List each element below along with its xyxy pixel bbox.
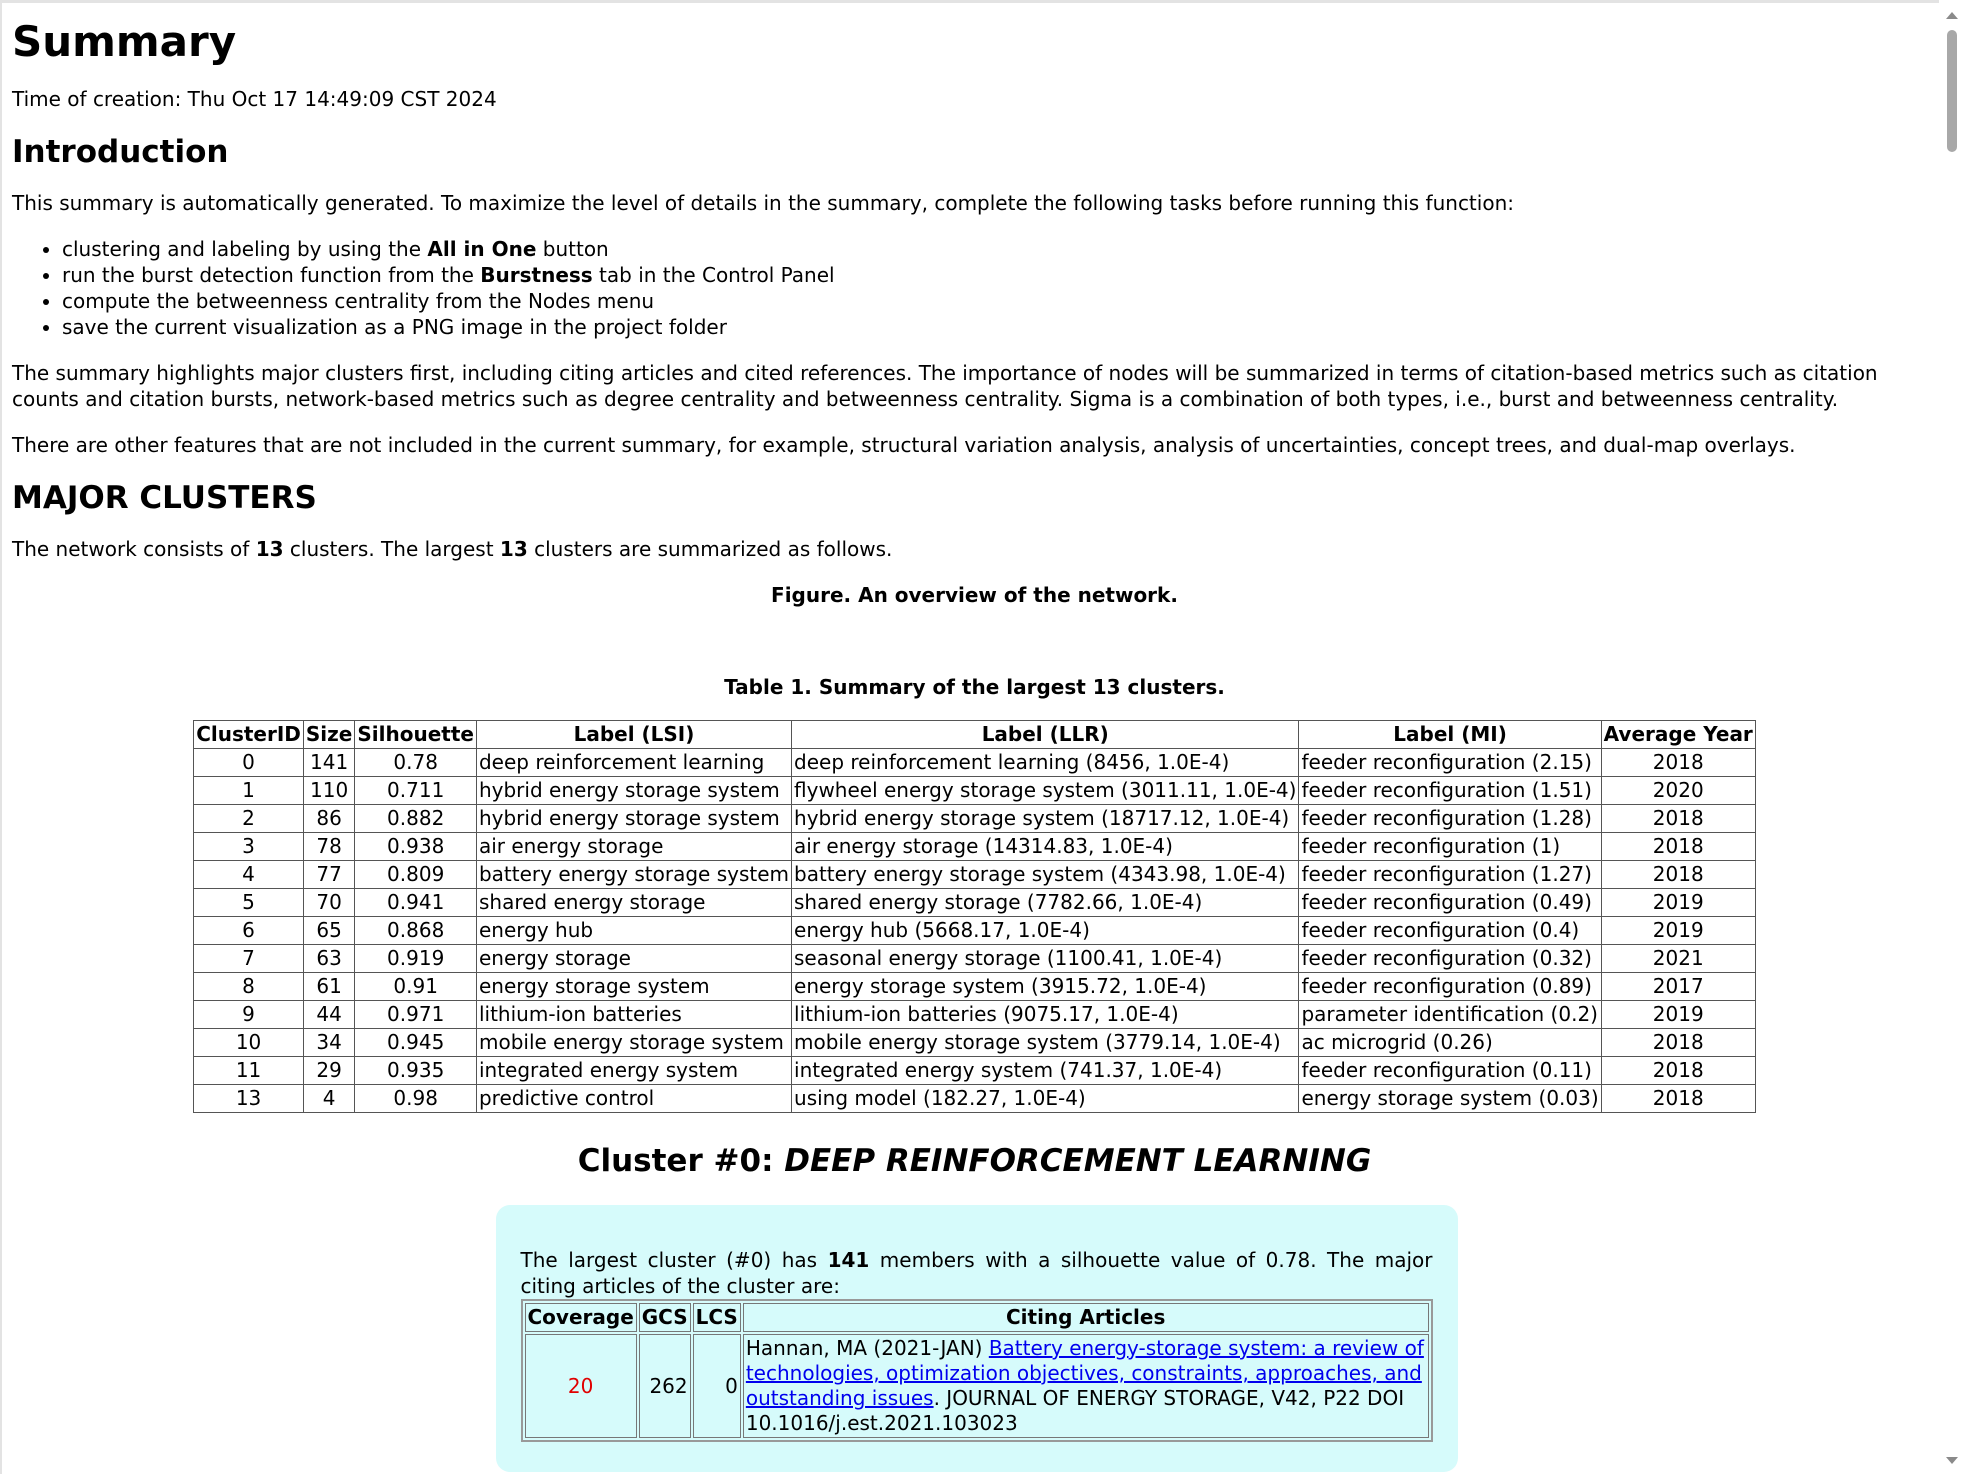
- citing-articles-table: [521, 1299, 1433, 1442]
- gcs-cell: 262: [639, 1334, 691, 1438]
- label-lsi-cell: battery energy storage system: [476, 861, 791, 889]
- average-year-cell: 2018: [1601, 1085, 1755, 1113]
- cluster-id-cell: 1: [194, 777, 304, 805]
- size-cell: 110: [303, 777, 354, 805]
- cluster-id-cell: 10: [194, 1029, 304, 1057]
- average-year-cell: 2018: [1601, 833, 1755, 861]
- label-llr-cell: shared energy storage (7782.66, 1.0E-4): [792, 889, 1299, 917]
- column-header-average-year: Average Year: [1601, 721, 1755, 749]
- label-llr-cell: deep reinforcement learning (8456, 1.0E-4): [792, 749, 1299, 777]
- label-lsi-cell: predictive control: [476, 1085, 791, 1113]
- cluster-id-cell: 4: [194, 861, 304, 889]
- size-cell: 77: [303, 861, 354, 889]
- average-year-cell: 2019: [1601, 1001, 1755, 1029]
- size-cell: 141: [303, 749, 354, 777]
- clusters-summary-table: [193, 720, 1756, 1113]
- cluster-id-cell: 13: [194, 1085, 304, 1113]
- label-llr-cell: integrated energy system (741.37, 1.0E-4): [792, 1057, 1299, 1085]
- vertical-scrollbar[interactable]: [1939, 0, 1965, 1474]
- article-title-link[interactable]: Battery energy-storage system: a review of technologies, optimization objectives, constraints, approaches, and outstanding issues: [745, 1336, 1424, 1410]
- cluster-id-cell: 9: [194, 1001, 304, 1029]
- table-row: [194, 1085, 1756, 1113]
- cluster-id-cell: 6: [194, 917, 304, 945]
- label-mi-cell: feeder reconfiguration (2.15): [1299, 749, 1601, 777]
- cluster-0-panel: [496, 1205, 1458, 1472]
- task-item: • compute the betweenness centrality from the Nodes menu: [62, 288, 1937, 314]
- label-llr-cell: flywheel energy storage system (3011.11, 1.0E-4): [792, 777, 1299, 805]
- task-list: [12, 236, 1937, 340]
- label-llr-cell: mobile energy storage system (3779.14, 1.0E-4): [792, 1029, 1299, 1057]
- clusters-overview-text: The network consists of 13 clusters. The largest 13 clusters are summarized as follows.: [12, 537, 893, 561]
- label-mi-cell: parameter identification (0.2): [1299, 1001, 1601, 1029]
- page-title: Summary: [12, 17, 237, 66]
- average-year-cell: 2017: [1601, 973, 1755, 1001]
- average-year-cell: 2018: [1601, 1029, 1755, 1057]
- size-cell: 78: [303, 833, 354, 861]
- scroll-up-arrow-icon[interactable]: [1946, 12, 1958, 19]
- column-header-coverage: Coverage: [525, 1303, 637, 1332]
- column-header-label-mi: Label (MI): [1299, 721, 1601, 749]
- label-llr-cell: hybrid energy storage system (18717.12, 1.0E-4): [792, 805, 1299, 833]
- label-lsi-cell: energy storage system: [476, 973, 791, 1001]
- table-row: [194, 861, 1756, 889]
- label-mi-cell: feeder reconfiguration (1.28): [1299, 805, 1601, 833]
- cluster-id-cell: 2: [194, 805, 304, 833]
- cluster-id-cell: 3: [194, 833, 304, 861]
- average-year-cell: 2018: [1601, 1057, 1755, 1085]
- table-row: [525, 1334, 1429, 1438]
- label-lsi-cell: energy storage: [476, 945, 791, 973]
- cluster-id-cell: 7: [194, 945, 304, 973]
- silhouette-cell: 0.971: [355, 1001, 477, 1029]
- label-lsi-cell: hybrid energy storage system: [476, 805, 791, 833]
- average-year-cell: 2020: [1601, 777, 1755, 805]
- label-lsi-cell: deep reinforcement learning: [476, 749, 791, 777]
- average-year-cell: 2019: [1601, 917, 1755, 945]
- label-llr-cell: seasonal energy storage (1100.41, 1.0E-4): [792, 945, 1299, 973]
- table-row: [194, 1029, 1756, 1057]
- label-llr-cell: air energy storage (14314.83, 1.0E-4): [792, 833, 1299, 861]
- column-header-citing-articles: Citing Articles: [743, 1303, 1429, 1332]
- lcs-cell: 0: [693, 1334, 741, 1438]
- silhouette-cell: 0.91: [355, 973, 477, 1001]
- label-lsi-cell: lithium-ion batteries: [476, 1001, 791, 1029]
- table-row: [194, 1001, 1756, 1029]
- size-cell: 34: [303, 1029, 354, 1057]
- scroll-down-arrow-icon[interactable]: [1946, 1457, 1958, 1464]
- scrollbar-thumb[interactable]: [1947, 30, 1957, 152]
- intro-paragraph-2: The summary highlights major clusters first, including citing articles and cited references. The importance of nodes will be summarized in terms of citation-based metrics such as citation counts and citation bursts, network-based metrics such as degree centrality and betweenness centrality. Sigma is a combination of both types, i.e., burst and betweenness centrality.: [12, 361, 1878, 411]
- label-mi-cell: feeder reconfiguration (0.11): [1299, 1057, 1601, 1085]
- size-cell: 65: [303, 917, 354, 945]
- column-header-size: Size: [303, 721, 354, 749]
- table-row: [194, 833, 1756, 861]
- cluster-0-description: The largest cluster (#0) has 141 members with a silhouette value of 0.78. The major citing articles of the cluster are:: [520, 1248, 1433, 1298]
- table-row: [194, 1057, 1756, 1085]
- table-row: [194, 805, 1756, 833]
- label-llr-cell: energy hub (5668.17, 1.0E-4): [792, 917, 1299, 945]
- intro-paragraph-3: There are other features that are not included in the current summary, for example, structural variation analysis, analysis of uncertainties, concept trees, and dual-map overlays.: [12, 433, 1796, 457]
- cluster-id-cell: 8: [194, 973, 304, 1001]
- average-year-cell: 2021: [1601, 945, 1755, 973]
- label-mi-cell: ac microgrid (0.26): [1299, 1029, 1601, 1057]
- silhouette-cell: 0.809: [355, 861, 477, 889]
- table-row: [194, 917, 1756, 945]
- label-mi-cell: feeder reconfiguration (0.4): [1299, 917, 1601, 945]
- label-mi-cell: energy storage system (0.03): [1299, 1085, 1601, 1113]
- table-row: [194, 777, 1756, 805]
- label-llr-cell: battery energy storage system (4343.98, 1.0E-4): [792, 861, 1299, 889]
- label-llr-cell: lithium-ion batteries (9075.17, 1.0E-4): [792, 1001, 1299, 1029]
- average-year-cell: 2018: [1601, 805, 1755, 833]
- intro-paragraph-1: This summary is automatically generated. To maximize the level of details in the summary, complete the following tasks before running this function:: [12, 191, 1514, 215]
- label-mi-cell: feeder reconfiguration (0.89): [1299, 973, 1601, 1001]
- size-cell: 63: [303, 945, 354, 973]
- cluster-id-cell: 5: [194, 889, 304, 917]
- citing-article-cell: Hannan, MA (2021-JAN) Battery energy-storage system: a review of technologies, optimization objectives, constraints, approaches, and outstanding issues. JOURNAL OF ENERGY STORAGE, V42, P22 DOI 10.1016/j.est.2021.103023: [743, 1334, 1429, 1438]
- figure-placeholder: [12, 628, 1937, 674]
- task-item: • clustering and labeling by using the All in One button: [62, 236, 1937, 262]
- task-item: • save the current visualization as a PNG image in the project folder: [62, 314, 1937, 340]
- silhouette-cell: 0.98: [355, 1085, 477, 1113]
- column-header-lcs: LCS: [693, 1303, 741, 1332]
- size-cell: 61: [303, 973, 354, 1001]
- table-row: [194, 945, 1756, 973]
- silhouette-cell: 0.938: [355, 833, 477, 861]
- creation-time: Time of creation: Thu Oct 17 14:49:09 CST 2024: [12, 87, 497, 111]
- cluster-id-cell: 11: [194, 1057, 304, 1085]
- column-header-label-lsi: Label (LSI): [476, 721, 791, 749]
- silhouette-cell: 0.78: [355, 749, 477, 777]
- silhouette-cell: 0.711: [355, 777, 477, 805]
- silhouette-cell: 0.919: [355, 945, 477, 973]
- silhouette-cell: 0.935: [355, 1057, 477, 1085]
- size-cell: 70: [303, 889, 354, 917]
- label-mi-cell: feeder reconfiguration (1): [1299, 833, 1601, 861]
- label-mi-cell: feeder reconfiguration (0.49): [1299, 889, 1601, 917]
- table-row: [194, 889, 1756, 917]
- label-llr-cell: energy storage system (3915.72, 1.0E-4): [792, 973, 1299, 1001]
- summary-document: [12, 6, 1937, 1472]
- column-header-gcs: GCS: [639, 1303, 691, 1332]
- label-lsi-cell: energy hub: [476, 917, 791, 945]
- label-lsi-cell: hybrid energy storage system: [476, 777, 791, 805]
- task-item: • run the burst detection function from the Burstness tab in the Control Panel: [62, 262, 1937, 288]
- label-lsi-cell: shared energy storage: [476, 889, 791, 917]
- size-cell: 4: [303, 1085, 354, 1113]
- table-header-row: [525, 1303, 1429, 1332]
- label-lsi-cell: air energy storage: [476, 833, 791, 861]
- size-cell: 86: [303, 805, 354, 833]
- column-header-label-llr: Label (LLR): [792, 721, 1299, 749]
- average-year-cell: 2018: [1601, 861, 1755, 889]
- label-llr-cell: using model (182.27, 1.0E-4): [792, 1085, 1299, 1113]
- silhouette-cell: 0.882: [355, 805, 477, 833]
- silhouette-cell: 0.945: [355, 1029, 477, 1057]
- table-row: [194, 973, 1756, 1001]
- silhouette-cell: 0.868: [355, 917, 477, 945]
- coverage-cell: 20: [525, 1334, 637, 1438]
- figure-caption: Figure. An overview of the network.: [771, 583, 1178, 607]
- size-cell: 44: [303, 1001, 354, 1029]
- column-header-silhouette: Silhouette: [355, 721, 477, 749]
- average-year-cell: 2019: [1601, 889, 1755, 917]
- introduction-heading: Introduction: [12, 134, 229, 170]
- label-lsi-cell: integrated energy system: [476, 1057, 791, 1085]
- cluster-id-cell: 0: [194, 749, 304, 777]
- label-mi-cell: feeder reconfiguration (1.27): [1299, 861, 1601, 889]
- size-cell: 29: [303, 1057, 354, 1085]
- label-lsi-cell: mobile energy storage system: [476, 1029, 791, 1057]
- silhouette-cell: 0.941: [355, 889, 477, 917]
- label-mi-cell: feeder reconfiguration (0.32): [1299, 945, 1601, 973]
- label-mi-cell: feeder reconfiguration (1.51): [1299, 777, 1601, 805]
- column-header-clusterid: ClusterID: [194, 721, 304, 749]
- table-row: [194, 749, 1756, 777]
- table-caption: Table 1. Summary of the largest 13 clusters.: [724, 675, 1225, 699]
- cluster-0-title: Cluster #0: DEEP REINFORCEMENT LEARNING: [577, 1143, 1372, 1179]
- table-header-row: [194, 721, 1756, 749]
- major-clusters-heading: MAJOR CLUSTERS: [12, 480, 317, 516]
- average-year-cell: 2018: [1601, 749, 1755, 777]
